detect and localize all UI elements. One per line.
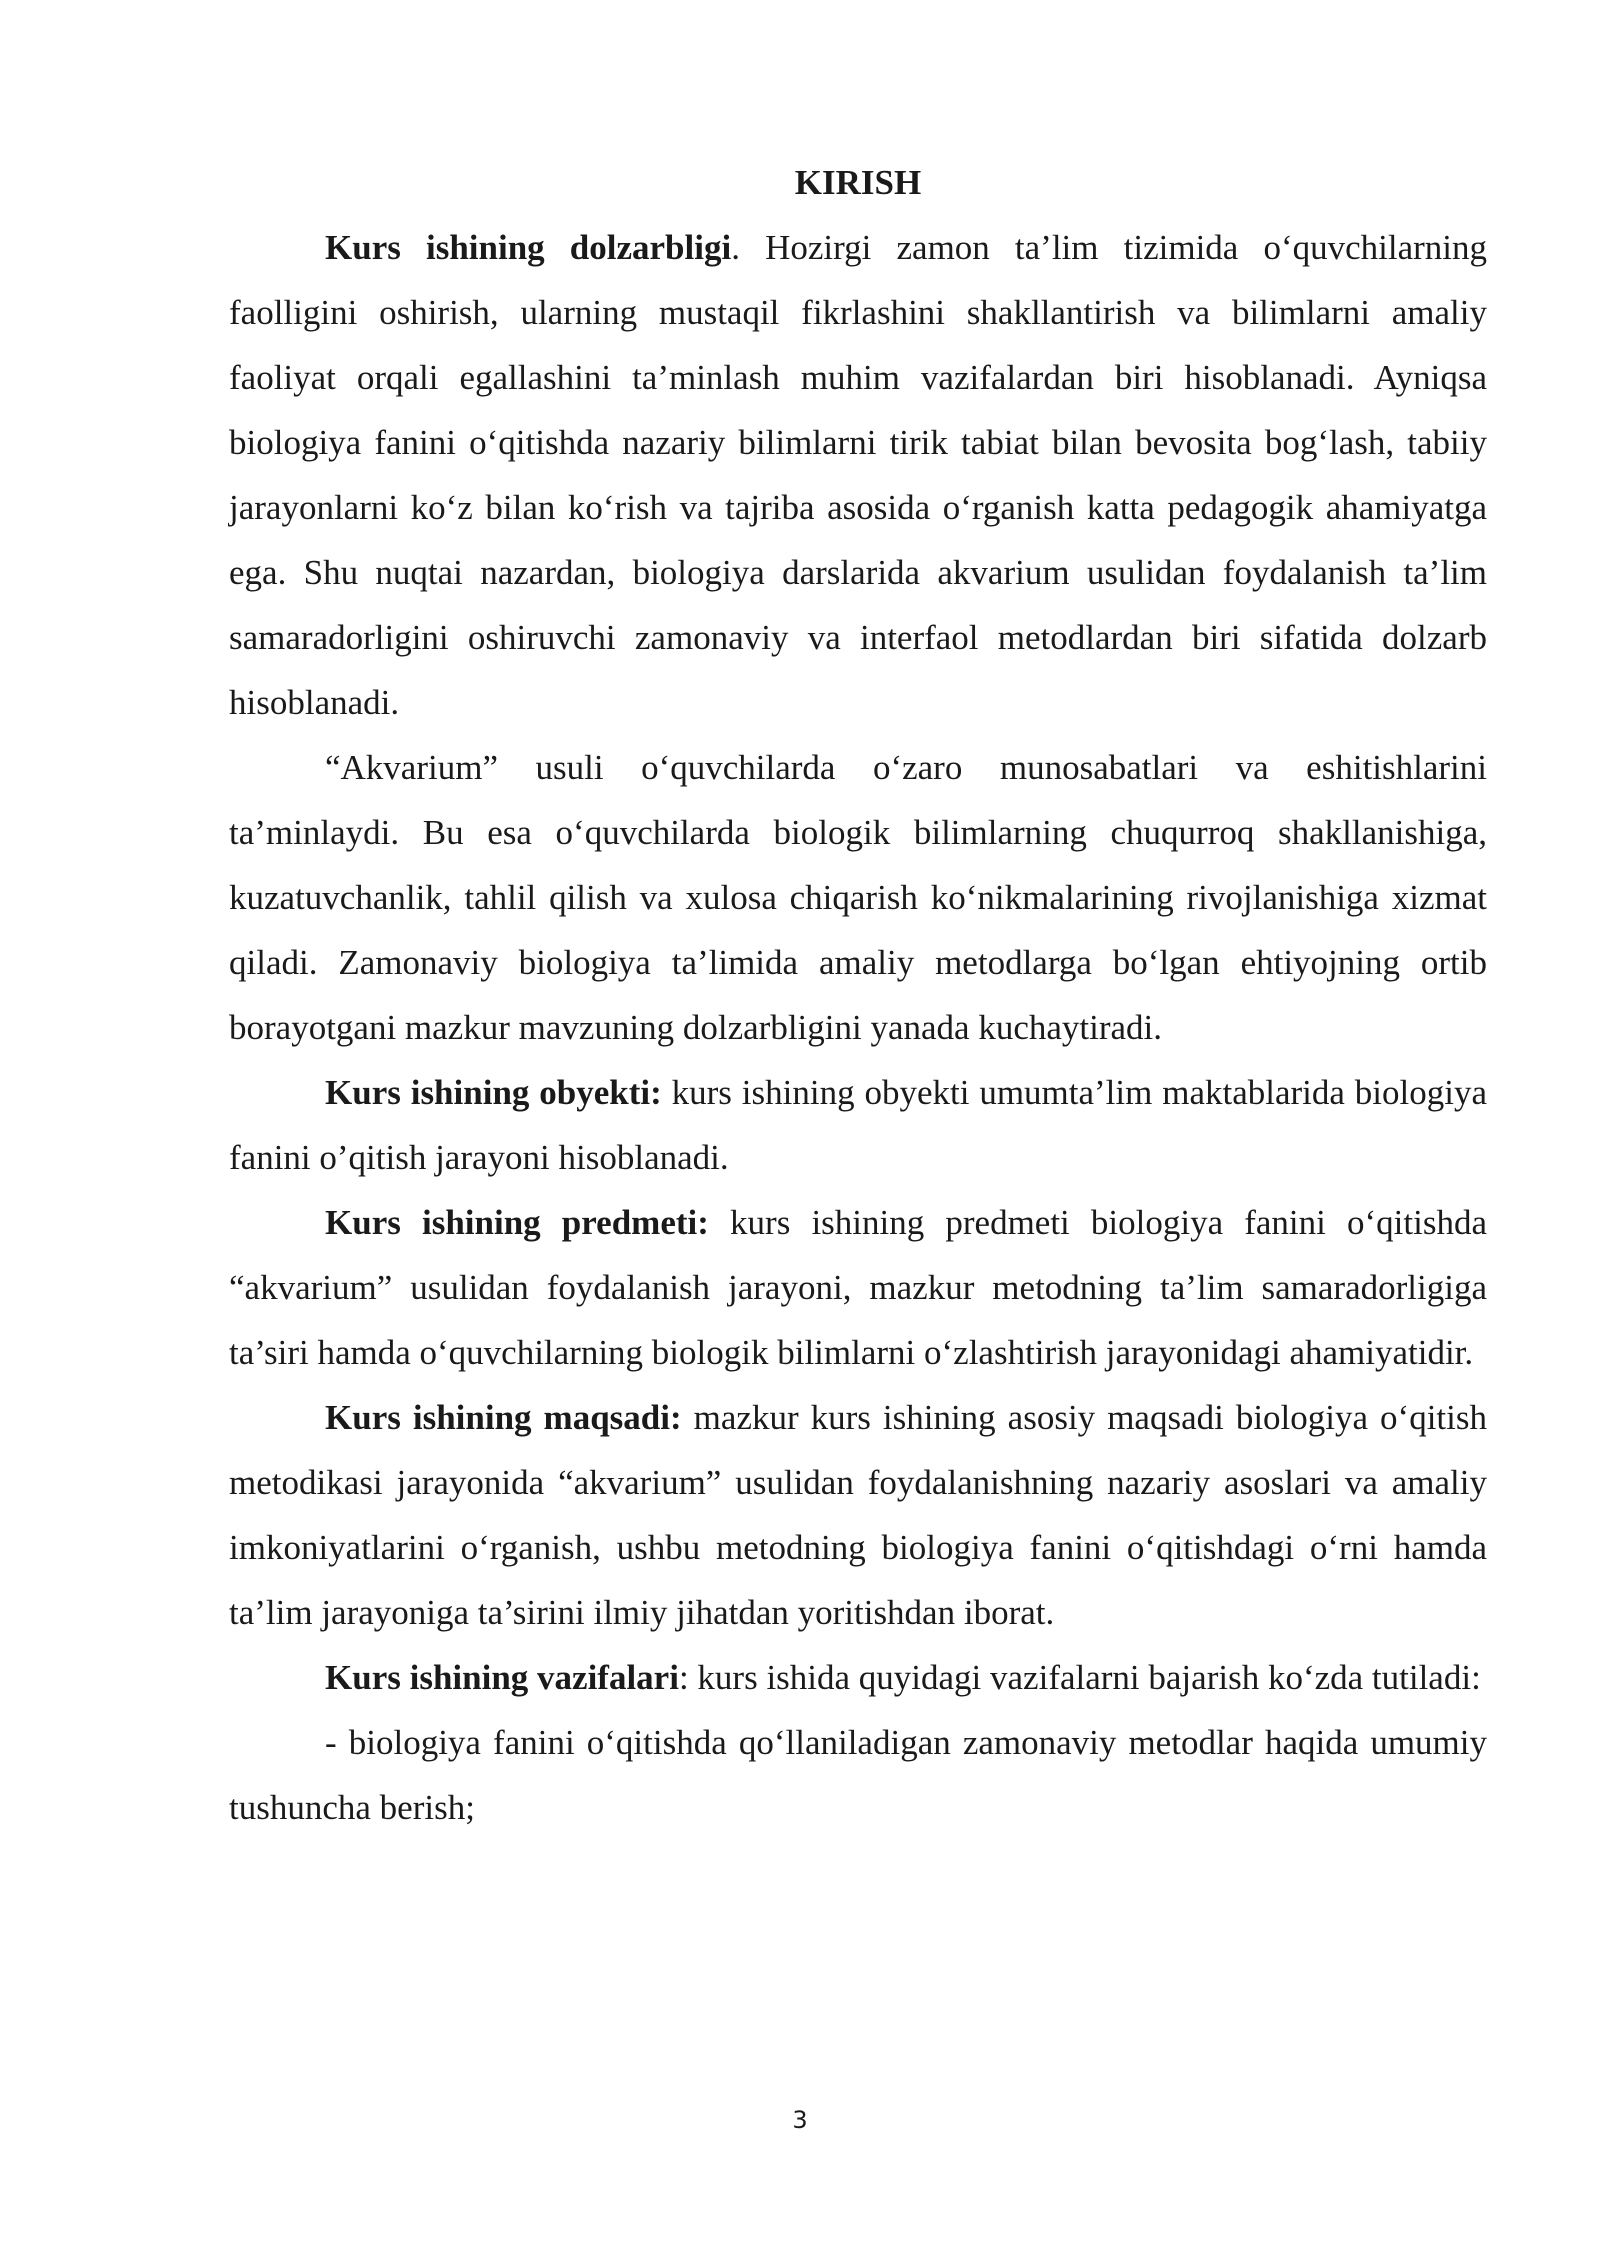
paragraph-goal (229, 1385, 1487, 1645)
paragraph-relevance (229, 215, 1487, 735)
paragraph-text: kurs ishining obyekti umumta’lim maktablarida biologiya fanini o’qitish jarayoni hisoblanadi. (229, 1073, 1487, 1177)
paragraph-subject (229, 1190, 1487, 1385)
paragraph-lead: Kurs ishining vazifalari (325, 1658, 679, 1697)
list-item-task-1 (229, 1710, 1487, 1840)
paragraph-lead: Kurs ishining predmeti: (325, 1203, 709, 1242)
paragraph-lead: Kurs ishining maqsadi: (325, 1398, 682, 1437)
page-title: KIRISH (794, 163, 922, 202)
paragraph-aquarium-method (229, 735, 1487, 1060)
paragraph-object (229, 1060, 1487, 1190)
paragraph-lead: Kurs ishining obyekti: (325, 1073, 662, 1112)
page-number: 3 (792, 2106, 808, 2134)
paragraph-text: - biologiya fanini o‘qitishda qo‘llaniladigan zamonaviy metodlar haqida umumiy tushuncha berish; (229, 1723, 1487, 1827)
paragraph-lead: Kurs ishining dolzarbligi (325, 228, 732, 267)
paragraph-text: . Hozirgi zamon ta’lim tizimida o‘quvchilarning faolligini oshirish, ularning mustaqil fikrlashini shakllantirish va bilimlarni amaliy faoliyat orqali egallashini ta’minlash muhim vazifalardan biri hisoblanadi. Ayniqsa biologiya fanini o‘qitishda nazariy bilimlarni tirik tabiat bilan bevosita bog‘lash, tabiiy jarayonlarni ko‘z bilan ko‘rish va tajriba asosida o‘rganish katta pedagogik ahamiyatga ega. Shu nuqtai nazardan, biologiya darslarida akvarium usulidan foydalanish ta’lim samaradorligini oshiruvchi zamonaviy va interfaol metodlardan biri sifatida dolzarb hisoblanadi. (229, 228, 1488, 722)
paragraph-text: mazkur kurs ishining asosiy maqsadi biologiya o‘qitish metodikasi jarayonida “akvarium” usulidan foydalanishning nazariy asoslari va amaliy imkoniyatlarini o‘rganish, ushbu metodning biologiya fanini o‘qitishdagi o‘rni hamda ta’lim jarayoniga ta’sirini ilmiy jihatdan yoritishdan iborat. (229, 1398, 1488, 1632)
paragraph-text: “Akvarium” usuli o‘quvchilarda o‘zaro munosabatlari va eshitishlarini ta’minlaydi. Bu esa o‘quvchilarda biologik bilimlarning chuqurroq shakllanishiga, kuzatuvchanlik, tahlil qilish va xulosa chiqarish ko‘nikmalarining rivojlanishiga xizmat qiladi. Zamonaviy biologiya ta’limida amaliy metodlarga bo‘lgan ehtiyojning ortib borayotgani mazkur mavzuning dolzarbligini yanada kuchaytiradi. (229, 748, 1487, 1047)
paragraph-tasks (229, 1645, 1487, 1710)
paragraph-text: : kurs ishida quyidagi vazifalarni bajarish ko‘zda tutiladi: (678, 1658, 1481, 1697)
paragraph-text: kurs ishining predmeti biologiya fanini o‘qitishda “akvarium” usulidan foydalanish jarayoni, mazkur metodning ta’lim samaradorligiga ta’siri hamda o‘quvchilarning biologik bilimlarni o‘zlashtirish jarayonidagi ahamiyatidir. (229, 1203, 1487, 1372)
page-content (229, 150, 1487, 1840)
